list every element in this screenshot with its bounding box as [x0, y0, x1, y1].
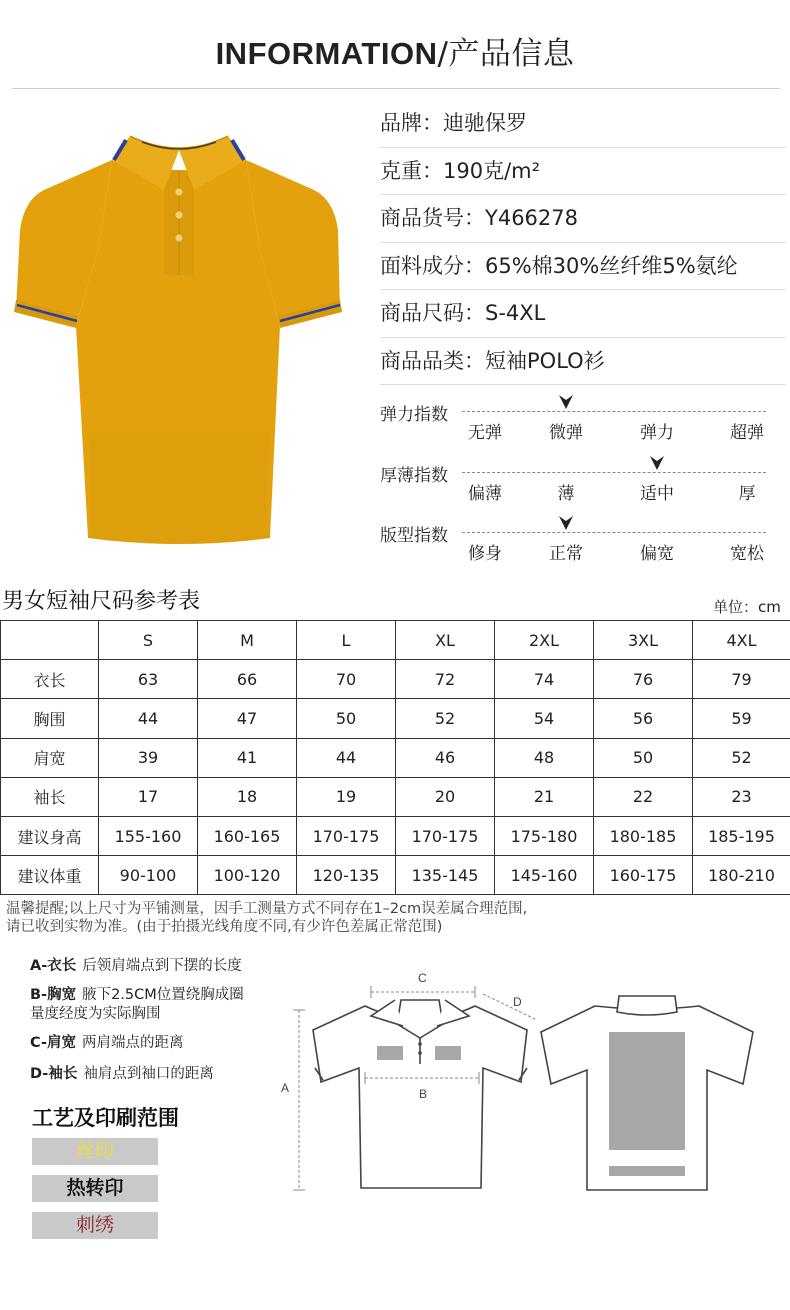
table-row: [1, 699, 790, 738]
index-option: 微弹: [549, 423, 583, 443]
table-cell: 76: [594, 660, 693, 699]
note-line-1: 温馨提醒;以上尺寸为平铺测量，因手工测量方式不同存在1–2cm误差属合理范围,: [6, 901, 528, 917]
table-header-cell: 3XL: [594, 621, 693, 660]
craft-label: 丝印: [75, 1140, 114, 1162]
index-option: 正常: [549, 544, 583, 564]
size-chart-title: 男女短袖尺码参考表: [2, 589, 201, 614]
index-scale-line: [462, 411, 766, 412]
table-cell: 47: [198, 699, 297, 738]
table-cell: 63: [99, 660, 198, 699]
table-header-cell: 2XL: [495, 621, 594, 660]
button-3: [176, 235, 183, 242]
table-cell: 90-100: [99, 856, 198, 895]
table-cell: 72: [396, 660, 495, 699]
table-cell: 175-180: [495, 816, 594, 855]
title-divider: [12, 88, 780, 89]
table-header-cell: [1, 621, 99, 660]
index-option: 超弹: [730, 423, 764, 443]
table-cell: 39: [99, 738, 198, 777]
table-cell: 59: [693, 699, 790, 738]
spec-row-brand: 品牌：迪驰保罗: [380, 100, 786, 148]
index-option: 修身: [468, 544, 502, 564]
table-cell: 100-120: [198, 856, 297, 895]
table-row-header: 建议身高: [1, 816, 99, 855]
craft-badge-heat-transfer: [32, 1175, 158, 1202]
table-cell: 160-165: [198, 816, 297, 855]
table-cell: 46: [396, 738, 495, 777]
table-cell: 23: [693, 777, 790, 816]
back-print-strip: [609, 1166, 685, 1176]
table-header-row: [1, 621, 790, 660]
craft-label: 热转印: [66, 1177, 124, 1199]
table-cell: 180-185: [594, 816, 693, 855]
index-label: 版型指数: [380, 526, 448, 546]
spec-row-weight: 克重：190克/m²: [380, 148, 786, 196]
index-scale-line: [462, 472, 766, 473]
index-option: 无弹: [468, 423, 502, 443]
index-label: 厚薄指数: [380, 466, 448, 486]
table-cell: 52: [693, 738, 790, 777]
table-cell: 135-145: [396, 856, 495, 895]
table-header-cell: XL: [396, 621, 495, 660]
table-header-cell: L: [297, 621, 396, 660]
measure-def-a: A-衣长 后领肩端点到下摆的长度: [30, 958, 242, 974]
index-label: 弹力指数: [380, 405, 448, 425]
spec-row-size: 商品尺码：S-4XL: [380, 290, 786, 338]
table-cell: 170-175: [396, 816, 495, 855]
table-cell: 120-135: [297, 856, 396, 895]
index-marker-icon: [558, 514, 574, 532]
size-chart-table: [0, 620, 790, 895]
index-option: 偏薄: [468, 484, 502, 504]
label-c: C: [418, 971, 427, 985]
table-cell: 48: [495, 738, 594, 777]
table-cell: 18: [198, 777, 297, 816]
page-title: [0, 28, 790, 73]
index-option: 宽松: [730, 544, 764, 564]
size-chart-unit: 单位：cm: [713, 598, 781, 616]
index-option: 厚: [738, 484, 756, 504]
measure-def-b: B-胸宽 腋下2.5CM位置绕胸成圈 量度经度为实际胸围: [30, 987, 244, 1022]
index-option: 适中: [640, 484, 674, 504]
index-marker-icon: [558, 393, 574, 411]
table-cell: 155-160: [99, 816, 198, 855]
table-cell: 79: [693, 660, 790, 699]
table-row-header: 袖长: [1, 777, 99, 816]
table-cell: 180-210: [693, 856, 790, 895]
table-row-header: 胸围: [1, 699, 99, 738]
product-image: [14, 130, 344, 550]
index-option: 弹力: [640, 423, 674, 443]
thickness-index: [380, 461, 786, 521]
index-option: 偏宽: [640, 544, 674, 564]
table-cell: 52: [396, 699, 495, 738]
table-cell: 56: [594, 699, 693, 738]
table-cell: 170-175: [297, 816, 396, 855]
spec-row-item-no: 商品货号：Y466278: [380, 195, 786, 243]
table-cell: 17: [99, 777, 198, 816]
table-row-header: 衣长: [1, 660, 99, 699]
label-b: B: [419, 1087, 428, 1101]
table-header-cell: M: [198, 621, 297, 660]
table-cell: 70: [297, 660, 396, 699]
table-cell: 41: [198, 738, 297, 777]
table-cell: 22: [594, 777, 693, 816]
table-cell: 44: [297, 738, 396, 777]
front-print-right: [435, 1046, 461, 1060]
table-cell: 54: [495, 699, 594, 738]
label-a: A: [281, 1081, 290, 1095]
table-cell: 185-195: [693, 816, 790, 855]
table-cell: 21: [495, 777, 594, 816]
spec-row-category: 商品品类：短袖POLO衫: [380, 338, 786, 386]
index-scale-line: [462, 532, 766, 533]
note-line-2: 请已收到实物为准。(由于拍摄光线角度不同,有少许色差属正常范围): [6, 919, 443, 935]
table-cell: 160-175: [594, 856, 693, 895]
craft-badge-embroidery: [32, 1212, 158, 1239]
measure-def-c: C-肩宽 两肩端点的距离: [30, 1035, 184, 1051]
table-cell: 145-160: [495, 856, 594, 895]
spec-row-fabric: 面料成分：65%棉30%丝纤维5%氨纶: [380, 243, 786, 291]
table-cell: 44: [99, 699, 198, 738]
front-print-left: [377, 1046, 403, 1060]
elasticity-index: [380, 400, 786, 460]
table-row: [1, 738, 790, 777]
index-option: 薄: [557, 484, 575, 504]
measure-def-d: D-袖长 袖肩点到袖口的距离: [30, 1066, 214, 1082]
measurement-note: [6, 900, 786, 936]
craft-badge-silkscreen: [32, 1138, 158, 1165]
button-1: [176, 189, 183, 196]
button-2: [176, 212, 183, 219]
craft-label: 刺绣: [75, 1214, 114, 1236]
craft-title: 工艺及印刷范围: [32, 1106, 179, 1130]
table-cell: 66: [198, 660, 297, 699]
table-cell: 20: [396, 777, 495, 816]
label-d: D: [513, 995, 522, 1009]
table-row: [1, 856, 790, 895]
table-header-cell: 4XL: [693, 621, 790, 660]
table-row-header: 建议体重: [1, 856, 99, 895]
table-cell: 74: [495, 660, 594, 699]
table-row: [1, 816, 790, 855]
fit-index: [380, 521, 786, 581]
table-header-cell: S: [99, 621, 198, 660]
page-title-en: INFORMATION: [215, 36, 438, 71]
index-marker-icon: [649, 454, 665, 472]
back-print-area: [609, 1032, 685, 1150]
table-row: [1, 777, 790, 816]
table-cell: 50: [594, 738, 693, 777]
table-row: [1, 660, 790, 699]
spec-list: [380, 100, 786, 385]
table-row-header: 肩宽: [1, 738, 99, 777]
table-cell: 19: [297, 777, 396, 816]
page-title-zh: /产品信息: [437, 36, 575, 72]
table-cell: 50: [297, 699, 396, 738]
measurement-diagram: [275, 960, 785, 1200]
